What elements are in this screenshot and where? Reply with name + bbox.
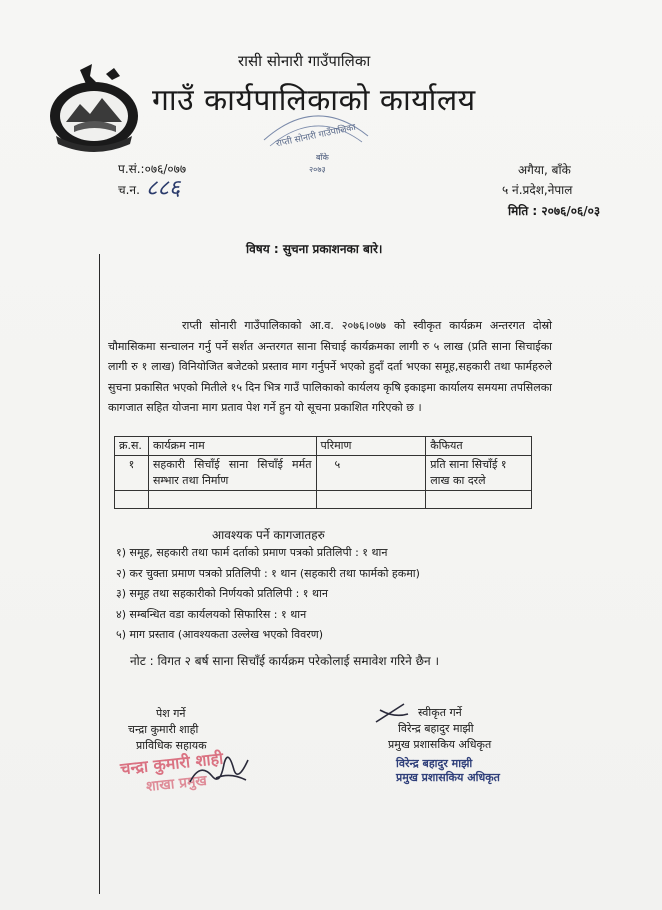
table-row xyxy=(115,456,532,491)
office-title: गाउँ कार्यपालिकाको कार्यालय xyxy=(152,83,476,118)
table-cell xyxy=(115,491,149,509)
table-cell xyxy=(148,491,316,509)
sig-right-title: प्रमुख प्रशासकिय अधिकृत xyxy=(388,738,492,751)
table-cell: ५ xyxy=(316,456,426,491)
requirements-title: आवश्यक पर्ने कागजातहरु xyxy=(212,528,325,542)
address-line1: अगैया, बाँके xyxy=(518,163,571,177)
list-item: १) समूह, सहकारी तथा फार्म दर्ताको प्रमाण पत्रको प्रतिलिपी : १ थान xyxy=(116,546,388,559)
sig-left-title: प्राविधिक सहायक xyxy=(136,739,207,752)
right-stamp-name: विरेन्द्र बहादुर माझी xyxy=(396,757,473,770)
nepal-emblem-logo xyxy=(46,60,142,152)
table-header: परिमाण xyxy=(316,437,426,456)
table-cell xyxy=(426,491,532,509)
table-cell: सहकारी सिचाँई साना सिचाँई मर्मत सम्भार तथा निर्माण xyxy=(148,456,316,491)
table-header: कैफियत xyxy=(426,437,532,456)
cn-label: च.न. xyxy=(118,183,140,197)
list-item: ४) सम्बन्धित वडा कार्यलयको सिफारिस : १ थान xyxy=(116,607,307,621)
margin-rule xyxy=(99,254,100,894)
ps-number: प.सं.:०७६/०७७ xyxy=(118,162,187,176)
right-official-stamp xyxy=(396,757,500,785)
requirements-list xyxy=(116,543,420,646)
letter-date: मिति : २०७६/०६/०३ xyxy=(508,204,601,218)
program-table xyxy=(114,436,532,509)
sig-right-name: विरेन्द्र बहादुर माझी xyxy=(398,722,474,735)
signature-block-right xyxy=(380,705,491,753)
municipality-name: रासी सोनारी गाउँपालिका xyxy=(238,52,371,70)
table-header-row xyxy=(115,437,532,456)
subject-line: विषय : सुचना प्रकाशनका बारे। xyxy=(246,242,383,256)
left-name-stamp: चन्द्रा कुमारी शाही xyxy=(119,748,225,779)
list-item: ५) माग प्रस्ताव (आवश्यकता उल्लेख भएको विवरण) xyxy=(116,628,324,641)
stamp-year: २०७३ xyxy=(309,165,326,174)
table-cell: प्रति साना सिचाँई १ लाख का दरले xyxy=(426,456,532,491)
stamp-text: राप्ती सोनारी गाउँपालिका xyxy=(275,122,357,150)
table-cell xyxy=(316,491,426,509)
left-signature-scribble xyxy=(186,742,256,792)
right-stamp-title: प्रमुख प्रशासकिय अधिकृत xyxy=(396,771,500,784)
list-item: २) कर चुक्ता प्रमाण पत्रको प्रतिलिपी : १ थान (सहकारी तथा फार्मको हकमा) xyxy=(116,566,420,580)
note-line: नोट : विगत २ बर्ष साना सिचाँई कार्यक्रम परेकोलाई समावेश गरिने छैन । xyxy=(130,654,440,668)
table-header: कार्यक्रम नाम xyxy=(148,437,316,456)
table-header: क्र.स. xyxy=(115,437,149,456)
sig-right-role: स्वीकृत गर्ने xyxy=(418,706,462,719)
left-title-stamp: शाखा प्रमुख xyxy=(145,772,208,796)
address-line2: ५ नं.प्रदेश,नेपाल xyxy=(502,183,573,197)
body-paragraph xyxy=(108,316,552,419)
stamp-place: बाँके xyxy=(316,153,329,162)
sig-left-name: चन्द्रा कुमारी शाही xyxy=(128,723,199,736)
table-cell: १ xyxy=(115,456,149,491)
body-paragraph-text: राप्ती सोनारी गाउँपालिकाको आ.व. २०७६।०७७ को स्वीकृत कार्यक्रम अन्तरगत दोस्रो चौमासिकमा सन्चालन गर्नु पर्ने सर्शत अन्तरगत साना सिचाई कार्यक्रमका लागी रु ५ लाख (प्रति साना सिचाईका लागी रु १ लाख) विनियोजित बजेटको प्रस्ताव माग गर्नुपर्ने भएको हुदाँ दर्ता भएका समूह,सहकारी तथा फार्महरुले सुचना प्रकासित भएको मितीले १५ दिन भित्र गाउँ पालिकाको कार्यलय कृषि इकाइमा कार्यालय समयमा तपसिलका कागजात सहित योजना माग प्रताव पेश गर्ने हुन यो सूचना प्रकाशित गरिएको छ । xyxy=(108,319,552,414)
cn-number-handwritten: ८८६ xyxy=(146,176,181,201)
table-row xyxy=(115,491,532,509)
list-item: ३) समूह तथा सहकारीको निर्णयको प्रतिलिपी : १ थान xyxy=(116,587,328,600)
sig-left-role: पेश गर्ने xyxy=(156,707,186,720)
